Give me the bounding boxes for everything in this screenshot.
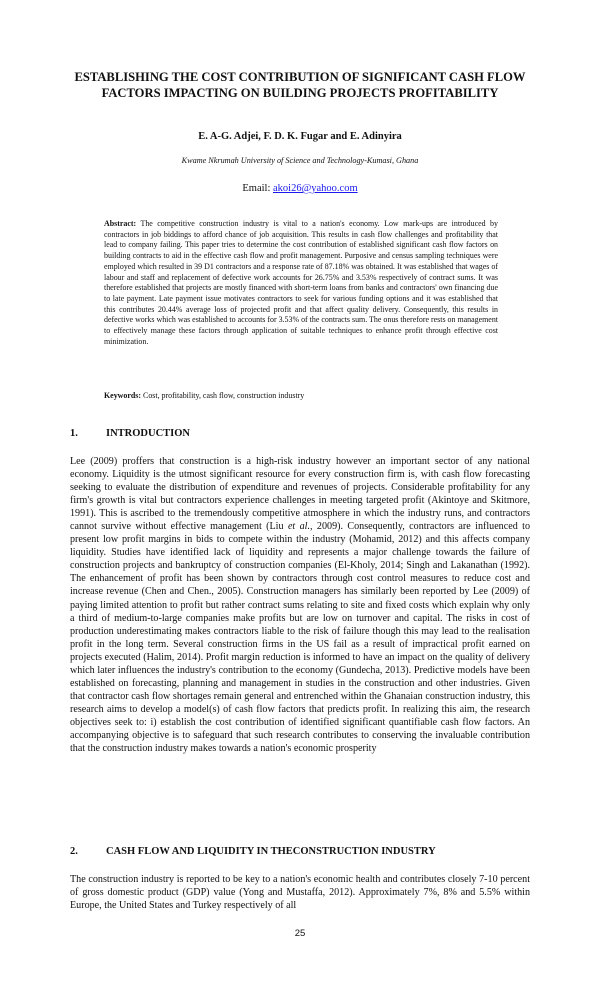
intro-text-part-1: Lee (2009) proffers that construction is a high-risk industry however an important sector of any national economy. Liquidity is the utmost significant resource for every construction firm is, with cash flow forecasting seeking to evaluate the distribution of expenditure and revenues of projects. Considerable profitability for any firm's growth is vital but contractors experience challenges in meeting targeted profit (Akintoye and Skitmore, 1991). This is ascribed to the tremendously competitive atmosphere in which the industry runs, and contractors cannot survive without effective management (Liu: [70, 456, 530, 533]
paper-authors: E. A-G. Adjei, F. D. K. Fugar and E. Adinyira: [198, 131, 402, 142]
section-2-heading: [70, 846, 540, 857]
intro-et-al: et al.: [287, 521, 310, 533]
abstract: [104, 219, 498, 347]
page-number: 25: [294, 928, 306, 939]
section-2-paragraph: The construction industry is reported to be key to a nation's economic health and contributes closely 7-10 percent of gross domestic product (GDP) value (Yong and Mustaffa, 2012). Approximately 7%, 8% and 5.5% within Europe, the United States and Turkey respectively of all: [70, 874, 530, 912]
author-affiliation: Kwame Nkrumah University of Science and Technology-Kumasi, Ghana: [181, 156, 419, 165]
section-1-heading: [70, 428, 540, 439]
email-label: Email:: [242, 183, 273, 194]
paper-title: ESTABLISHING THE COST CONTRIBUTION OF SIGNIFICANT CASH FLOW FACTORS IMPACTING ON BUILDING PROJECTS PROFITABILITY: [74, 70, 526, 100]
keywords-label: Keywords:: [104, 391, 142, 400]
intro-text-part-2: , 2009). Consequently, contractors are influenced to present low profit margins in bids to compete within the industry (Mohamid, 2012) and this affects company liquidity. Studies have identified lack of liquidity and represents a major challenge towards the failure of construction projects and bankruptcy of construction companies (El-Kholy, 2014; Singh and Lakanathan (1992). The enhancement of profit has been shown by contractors through cost control measures to reduce cost and increase revenue (Chen and Chen., 2005). Construction managers has similarly been reported by Lee (2009) of paying limited attention to profit but rather contract sums relating to site and fixed costs which explain why only a third of medium-to-large companies make profits but are low on turnover and capital. The risks in cost of production underestimating makes contractors liable to the risk of failure though this may lead to the realisation profit in the long term. Several construction firms in the US fail as a result of impractical profit earned on projects executed (Halim, 2014). Profit margin reduction is informed to have an impact on the quality of delivery which later influences the industry's contribution to the economy (Gundecha, 2013). Predictive models have been established on forecasting, planning and management in studies in the construction and other industries. Given that contractor cash flow shortages remain general and entrenched within the Ghanaian construction industry, this research aims to develop a model(s) of cash flow factors that predicts profit. In realizing this aim, the research objectives seek to: i) establish the cost contribution of identified significant quantifiable cash flow factors. An accompanying objective is to safeguard that such research contributes to conserving the invaluable contribution that the construction industry makes towards a nation's economic prosperity: [70, 521, 530, 755]
abstract-label: Abstract:: [104, 219, 137, 228]
author-email-line: [70, 183, 530, 194]
section-1-number: 1.: [70, 428, 78, 439]
section-2-title: CASH FLOW AND LIQUIDITY IN THECONSTRUCTION INDUSTRY: [106, 846, 436, 857]
keywords: [104, 391, 498, 400]
keywords-text: Cost, profitability, cash flow, construction industry: [141, 391, 305, 400]
email-link[interactable]: akoi26@yahoo.com: [273, 183, 358, 194]
introduction-paragraph: [70, 455, 530, 755]
section-1-title: INTRODUCTION: [106, 428, 191, 439]
section-2-number: 2.: [70, 846, 78, 857]
abstract-text: The competitive construction industry is vital to a nation's economy. Low mark-ups are introduced by contractors in job biddings to afford chance of job acquisition. This results in cash flow challenges and profitability that lead to company failing. This paper tries to determine the cost contribution of established significant cash flow factors on building contracts to aid in the effective cash flow and profit management. Purposive and census sampling techniques were employed which resulted in 39 D1 contractors and a response rate of 87.18% was obtained. It was established that wages of labour and staff and replacement of defective work accounts for 26.75% and 3.53% respectively of contract sums. It was therefore established that projects are mostly financed with short-term loans from banks and contractors' own financing due to late payment. Late payment issue motivates contractors to seek for various funding options and it was established that this contributes 20.44% average loss of projected profit and that affect quality delivery. Consequently, this results in defective works which was established to accounts for 3.53% of the contracts sum. The onus therefore rests on management to effectively manage these factors through application of suitable techniques to enhance profit through effective cost minimization.: [104, 219, 498, 346]
